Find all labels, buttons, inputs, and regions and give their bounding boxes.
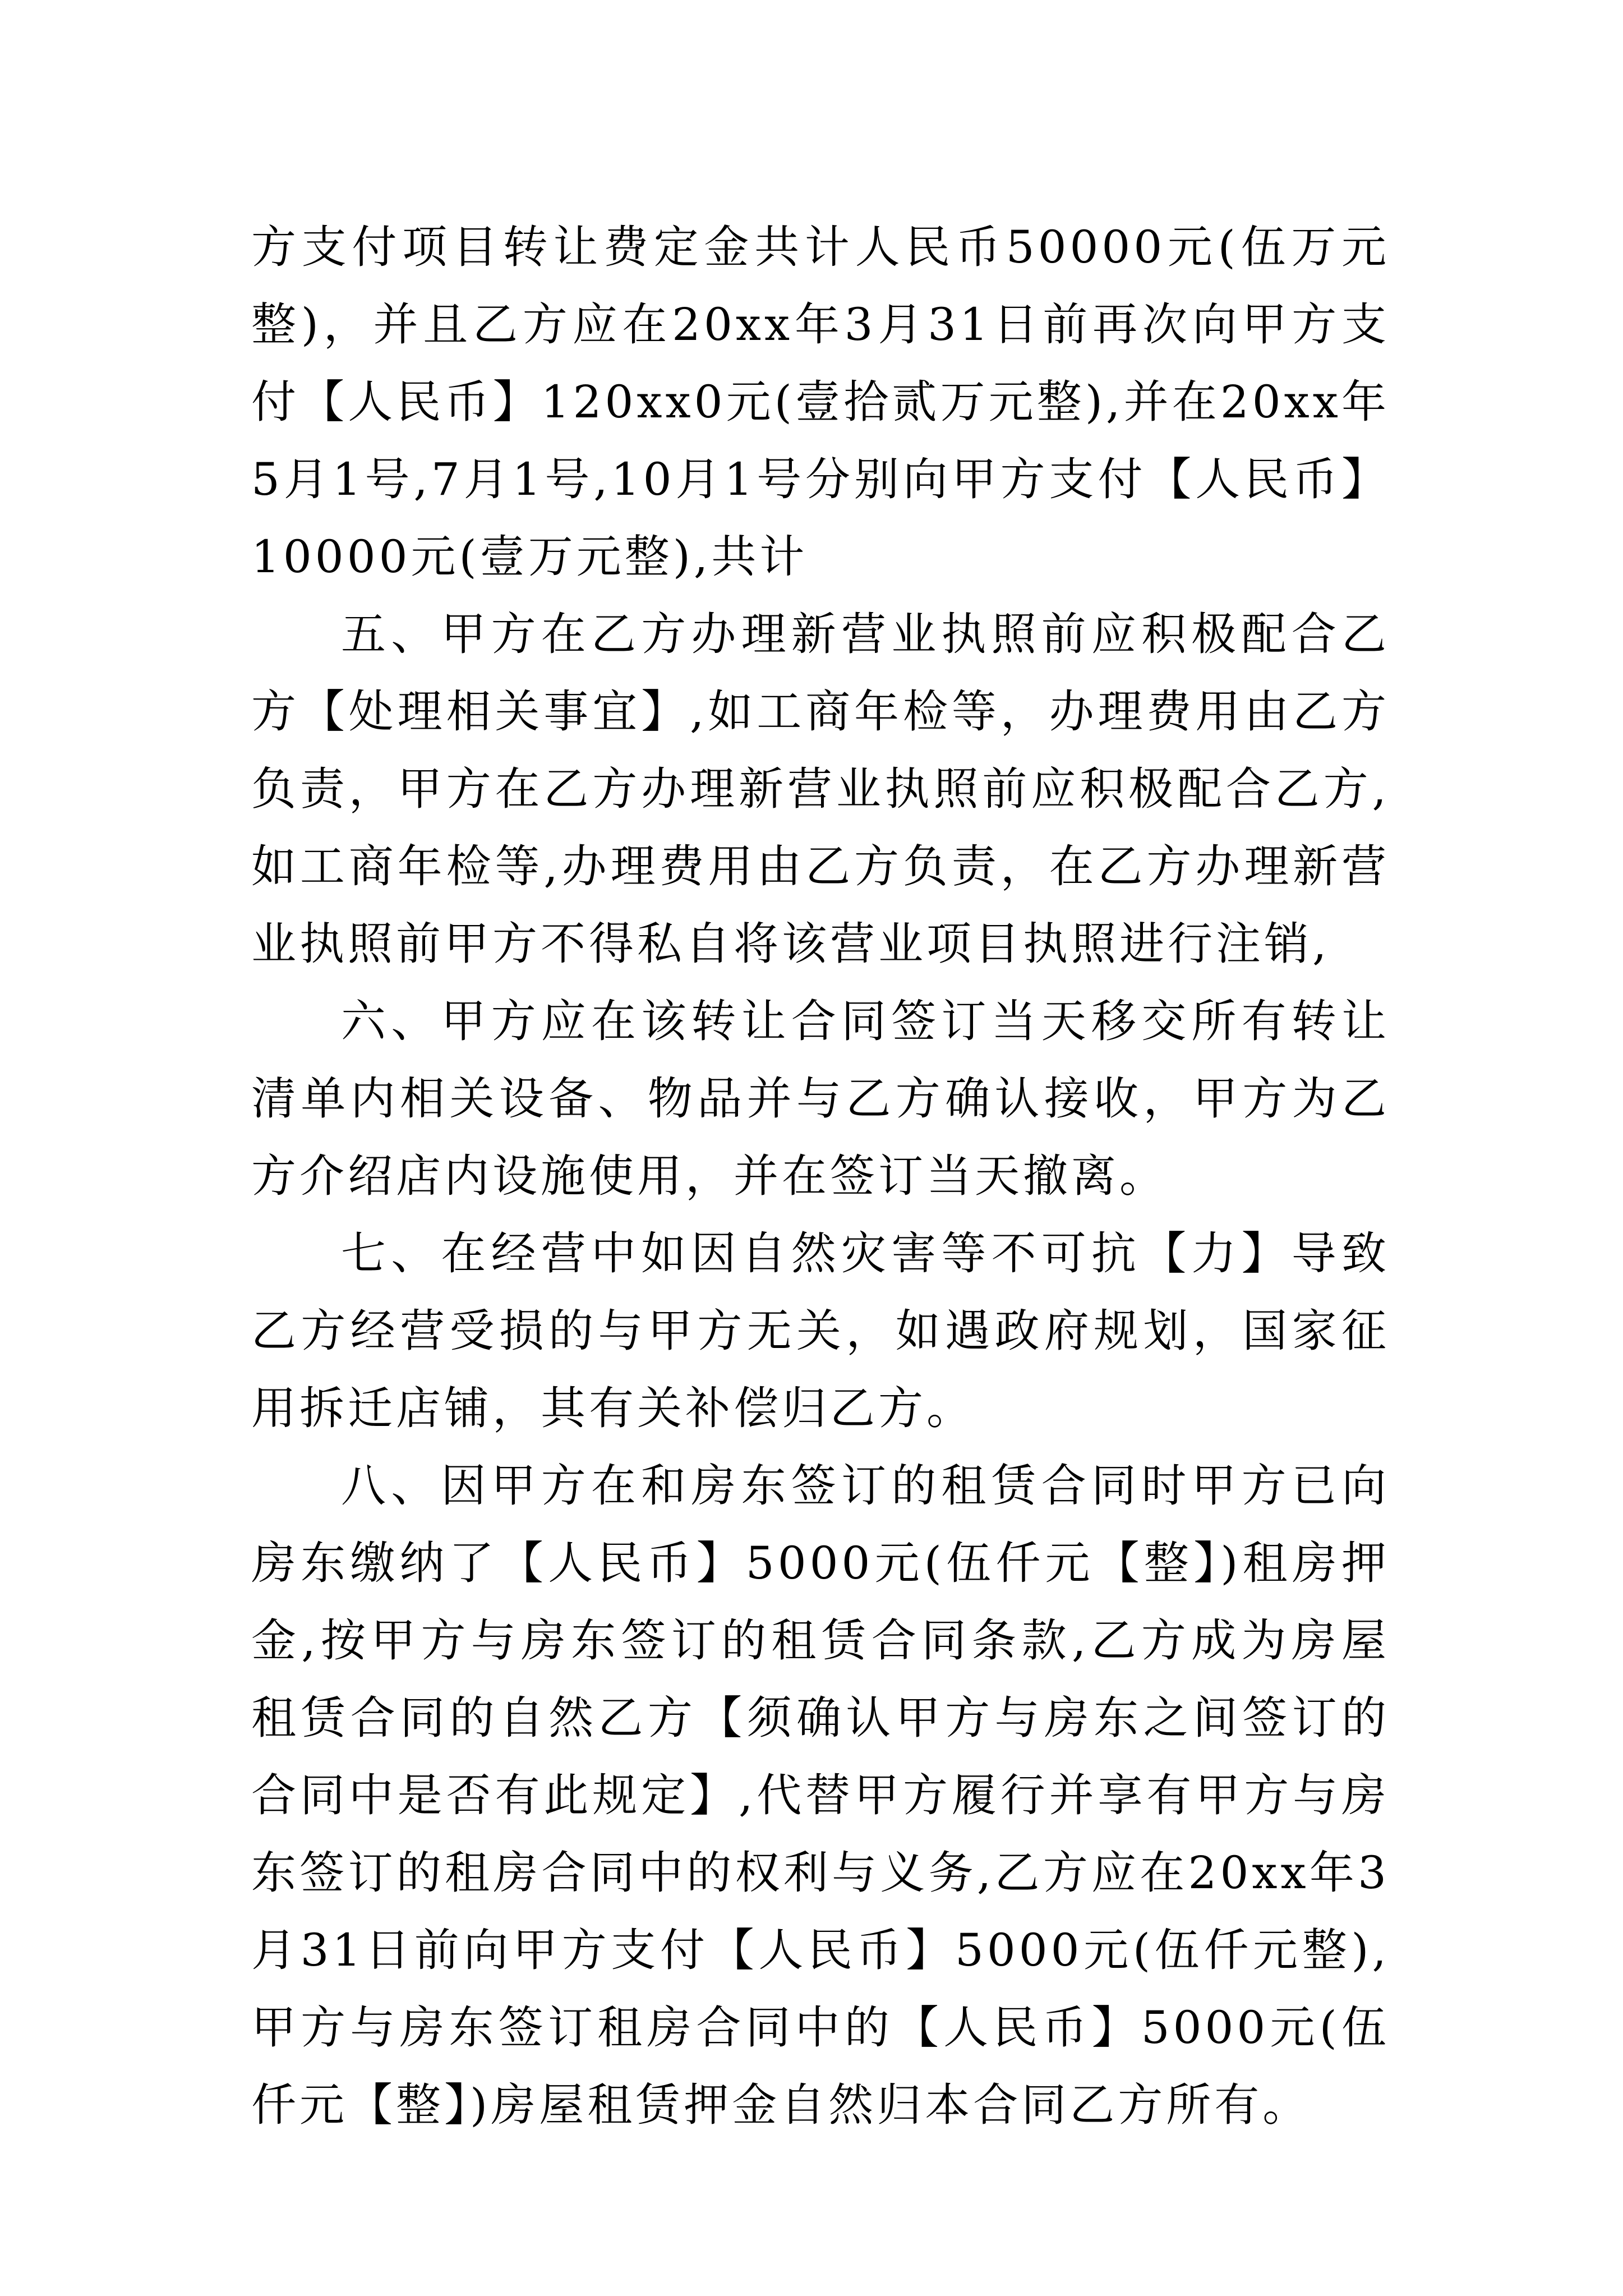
contract-body (251, 209, 1390, 2144)
paragraph-clause-6: 六、甲方应在该转让合同签订当天移交所有转让清单内相关设备、物品并与乙方确认接收，甲方为乙方介绍店内设施使用，并在签订当天撤离。 (251, 995, 1390, 1202)
paragraph-clause-5: 五、甲方在乙方办理新营业执照前应积极配合乙方【处理相关事宜】,如工商年检等，办理费用由乙方负责，甲方在乙方办理新营业执照前应积极配合乙方,如工商年检等,办理费用由乙方负责，在乙方办理新营业执照前甲方不得私自将该营业项目执照进行注销, (251, 608, 1390, 970)
paragraph-payment-terms: 方支付项目转让费定金共计人民币50000元(伍万元整)，并且乙方应在20xx年3月31日前再次向甲方支付【人民币】120xx0元(壹拾贰万元整),并在20xx年5月1号,7月1号,10月1号分别向甲方支付【人民币】10000元(壹万元整),共计 (251, 221, 1390, 583)
paragraph-clause-8: 八、因甲方在和房东签订的租赁合同时甲方已向房东缴纳了【人民币】5000元(伍仟元【整】)租房押金,按甲方与房东签订的租赁合同条款,乙方成为房屋租赁合同的自然乙方【须确认甲方与房东之间签订的合同中是否有此规定】,代替甲方履行并享有甲方与房东签订的租房合同中的权利与义务,乙方应在20xx年3月31日前向甲方支付【人民币】5000元(伍仟元整),甲方与房东签订租房合同中的【人民币】5000元(伍仟元【整】)房屋租赁押金自然归本合同乙方所有。 (251, 1460, 1390, 2131)
paragraph-clause-7: 七、在经营中如因自然灾害等不可抗【力】导致乙方经营受损的与甲方无关，如遇政府规划，国家征用拆迁店铺，其有关补偿归乙方。 (251, 1227, 1390, 1434)
